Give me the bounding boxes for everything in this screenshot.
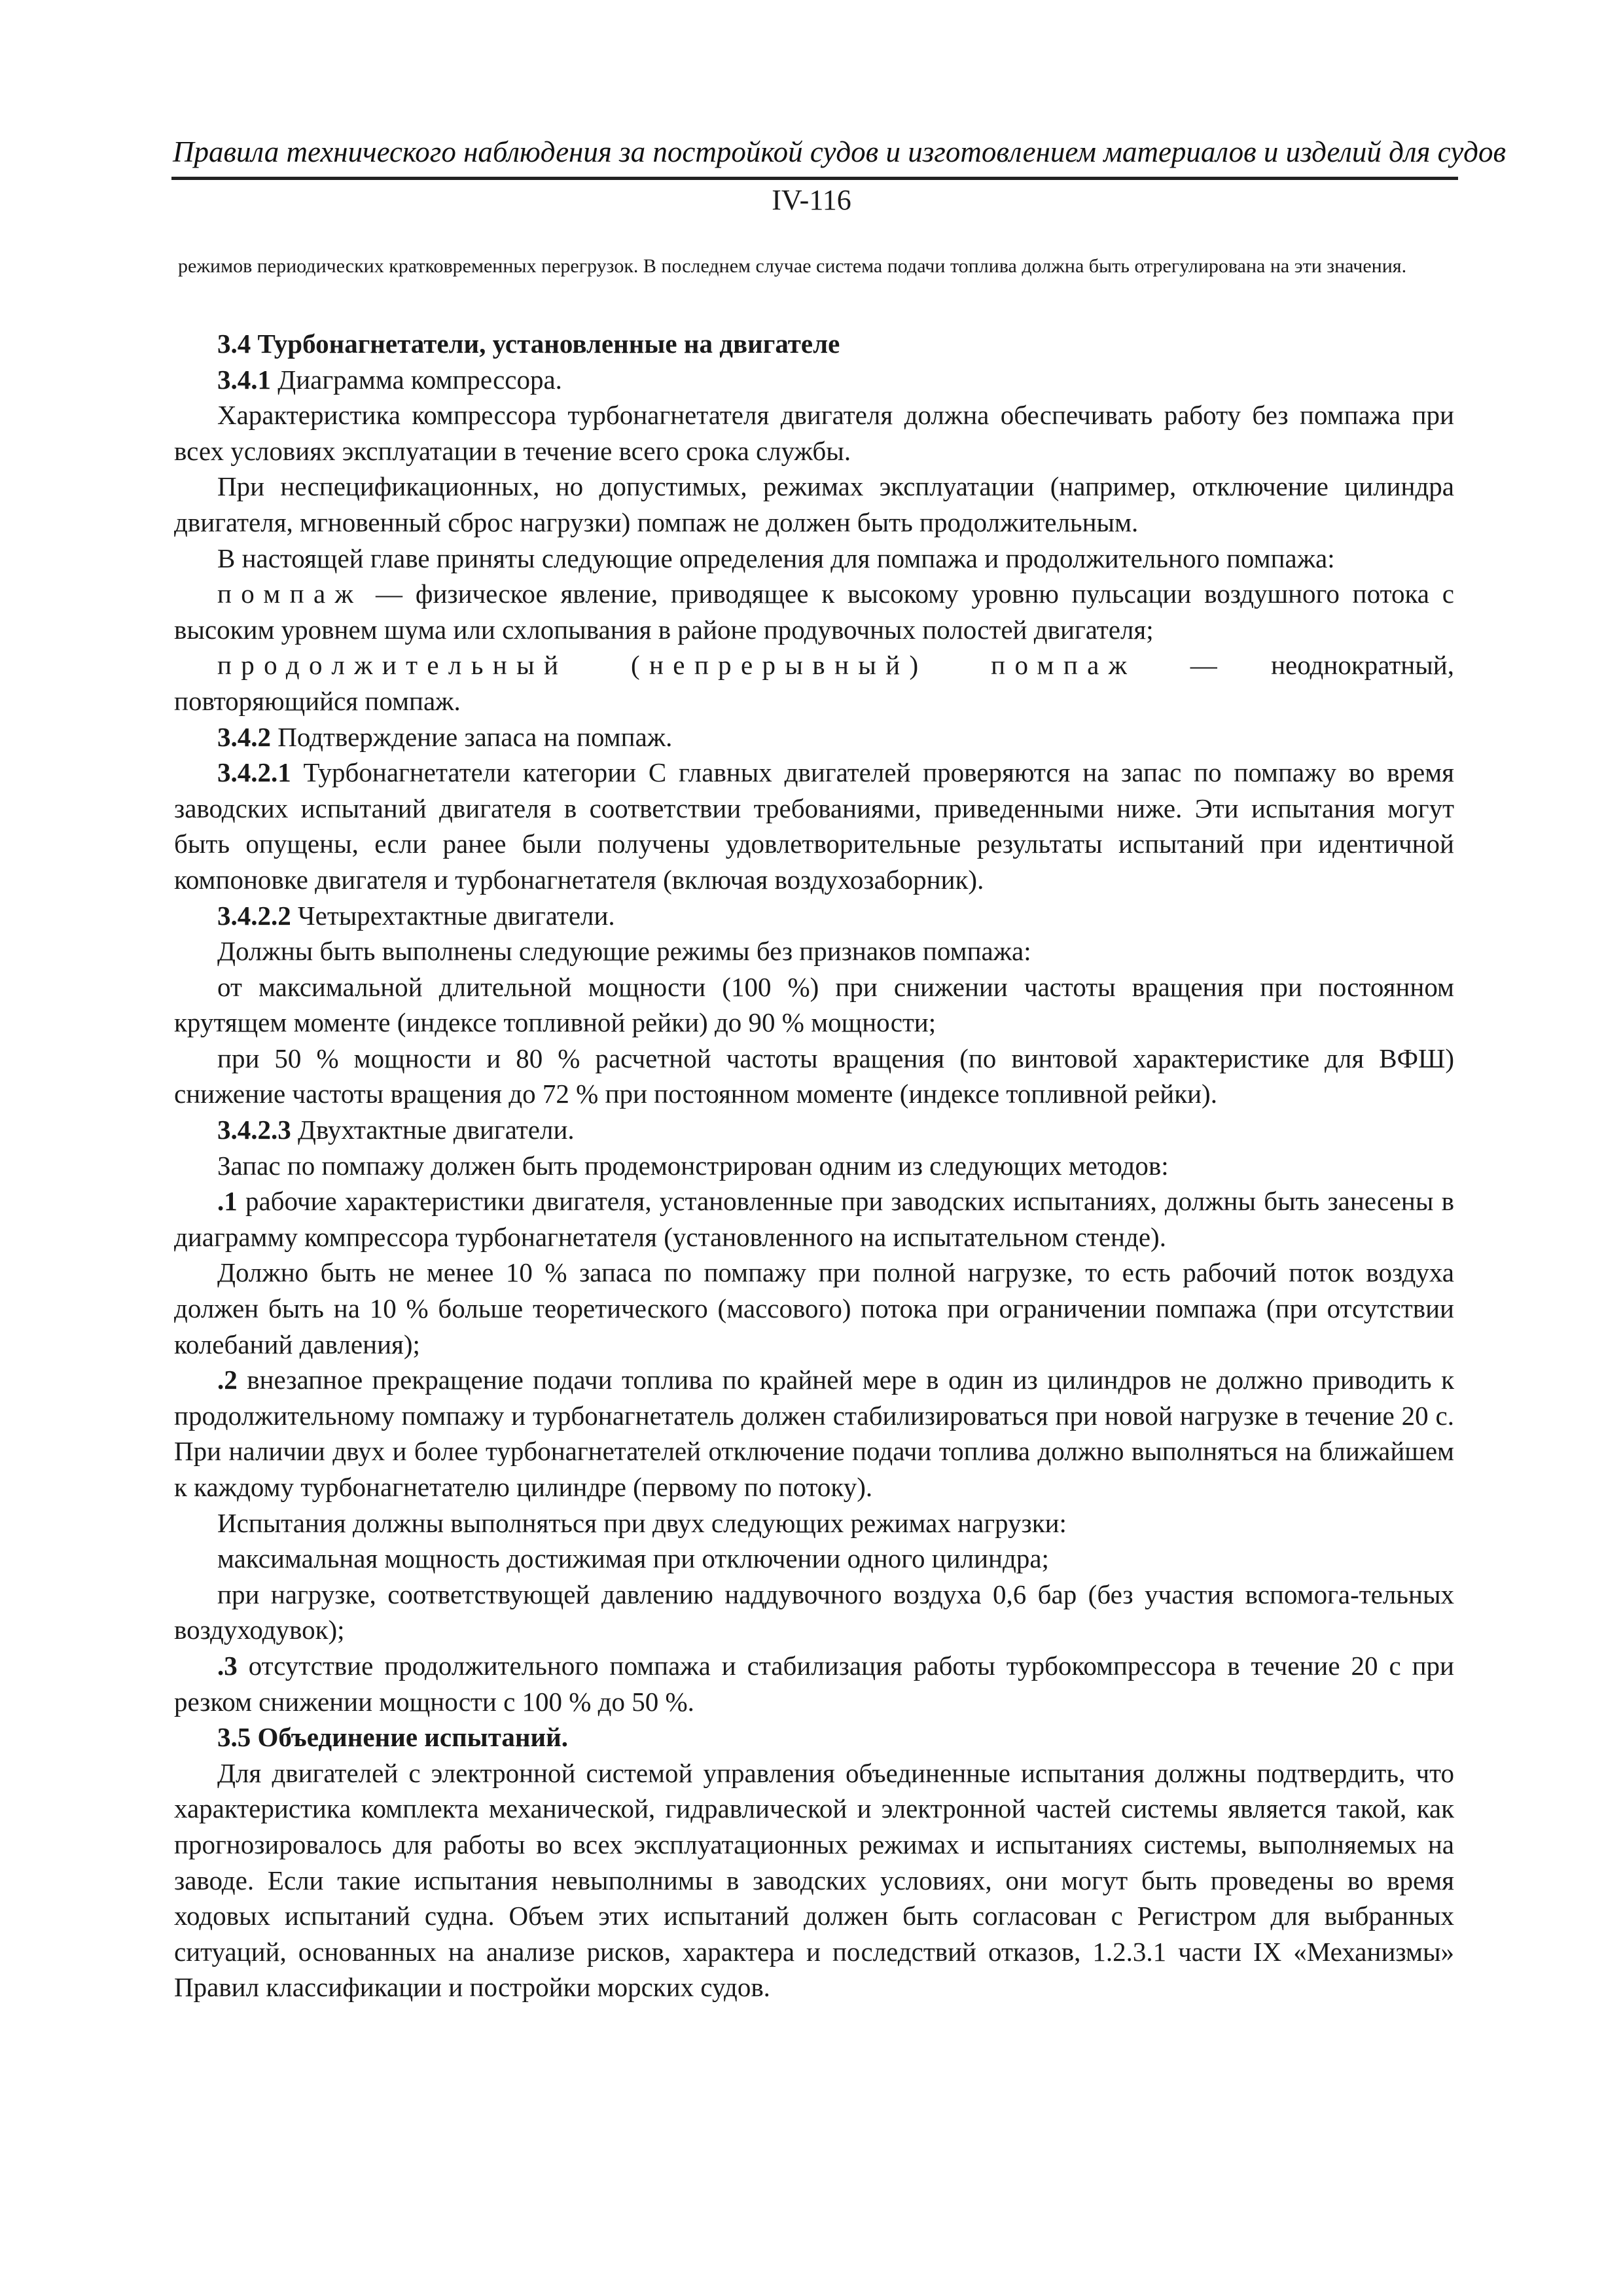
term-continuous-surge: продолжительный (непрерывный) помпаж bbox=[217, 650, 1137, 681]
body-text bbox=[174, 326, 1454, 2005]
term-surge: помпаж bbox=[217, 579, 363, 609]
paragraph-four-stroke-intro: Должны быть выполнены следующие режимы без признаков помпажа: bbox=[217, 936, 1031, 967]
list-item-number: .2 bbox=[217, 1365, 238, 1395]
section-3-5-heading: 3.5 Объединение испытаний. bbox=[217, 1722, 569, 1753]
clause-number: 3.4.2.3 bbox=[217, 1115, 291, 1145]
list-item-2 bbox=[174, 1362, 1454, 1505]
paragraph-test-modes-intro: Испытания должны выполняться при двух следующих режимах нагрузки: bbox=[217, 1507, 1067, 1538]
paragraph-3-4-2-2 bbox=[174, 898, 1454, 934]
clause-number: 3.4.2 bbox=[217, 721, 271, 752]
paragraph-3-4-2 bbox=[174, 719, 1454, 755]
clause-text: Подтверждение запаса на помпаж. bbox=[271, 721, 673, 752]
paragraph-test-mode-a: максимальная мощность достижимая при отключении одного цилиндра; bbox=[217, 1543, 1049, 1574]
definition-surge-text: — физическое явление, приводящее к высокому уровню пульсации воздушного потока с высоким уровнем шума или схлопывания в районе продувочных полостей двигателя; bbox=[174, 579, 1454, 645]
definition-continuous-surge-text: — неоднократный, повторяющийся помпаж. bbox=[174, 650, 1454, 716]
clause-text: Диаграмма компрессора. bbox=[271, 364, 562, 395]
header-rule bbox=[171, 177, 1458, 180]
paragraph-test-mode-b: при нагрузке, соответствующей давлению наддувочного воздуха 0,6 бар (без участия вспомога-тельных воздуходувок); bbox=[174, 1579, 1454, 1645]
clause-number: 3.4.2.1 bbox=[217, 757, 291, 788]
paragraph-3-4-2-3 bbox=[174, 1112, 1454, 1148]
list-item-number: .1 bbox=[217, 1186, 238, 1217]
paragraph-four-stroke-mode-b: при 50 % мощности и 80 % расчетной частоты вращения (по винтовой характеристике для ВФШ) снижение частоты вращения до 72 % при постоянном моменте (индексе топливной рейки). bbox=[174, 1043, 1454, 1109]
clause-number: 3.4.2.2 bbox=[217, 900, 291, 931]
paragraph-characteristic: Характеристика компрессора турбонагнетателя двигателя должна обеспечивать работу без помпажа при всех условиях эксплуатации в течение всего срока службы. bbox=[174, 400, 1454, 466]
section-3-5-title bbox=[174, 1719, 1454, 1755]
clause-text: Четырехтактные двигатели. bbox=[291, 900, 615, 931]
list-item-3 bbox=[174, 1648, 1454, 1719]
list-item-text: внезапное прекращение подачи топлива по крайней мере в один из цилиндров не должно приводить к продолжительному помпажу и турбонагнетатель должен стабилизироваться при новой нагрузке в течение 20 с. При наличии двух и более турбонагнетателей отключение подачи топлива должно выполняться на ближайшем к каждому турбонагнетателю цилиндре (первому по потоку). bbox=[174, 1365, 1454, 1502]
paragraph-nonspec-modes: При неспецификационных, но допустимых, режимах эксплуатации (например, отключение цилиндра двигателя, мгновенный сброс нагрузки) помпаж не должен быть продолжительным. bbox=[174, 471, 1454, 537]
list-item-text: рабочие характеристики двигателя, установленные при заводских испытаниях, должны быть занесены в диаграмму компрессора турбонагнетателя (установленного на испытательном стенде). bbox=[174, 1186, 1454, 1252]
intro-paragraph: режимов периодических кратковременных перегрузок. В последнем случае система подачи топлива должна быть отрегулирована на эти значения. bbox=[178, 255, 1407, 277]
paragraph-3-4-2-1 bbox=[174, 755, 1454, 897]
running-title: Правила технического наблюдения за постройкой судов и изготовлением материалов и изделий для судов bbox=[173, 135, 1506, 168]
paragraph-definitions-intro: В настоящей главе приняты следующие определения для помпажа и продолжительного помпажа: bbox=[217, 543, 1335, 573]
paragraph-3-4-1 bbox=[174, 362, 1454, 398]
paragraph-two-stroke-intro: Запас по помпажу должен быть продемонстрирован одним из следующих методов: bbox=[217, 1150, 1169, 1181]
list-item-text: отсутствие продолжительного помпажа и стабилизация работы турбокомпрессора в течение 20 с при резком снижении мощности с 100 % до 50 %. bbox=[174, 1650, 1454, 1717]
paragraph-3-5: Для двигателей с электронной системой управления объединенные испытания должны подтвердить, что характеристика комплекта механической, гидравлической и электронной частей системы является такой, как прогнозировалось для работы во всех эксплуатационных режимах и испытаниях системы, выполняемых на заводе. Если такие испытания невыполнимы в заводских условиях, они могут быть проведены во время ходовых испытаний судна. Объем этих испытаний должен быть согласован с Регистром для выбранных ситуаций, основанных на анализе рисков, характера и последствий отказов, 1.2.3.1 части IX «Механизмы» Правил классификации и постройки морских судов. bbox=[174, 1757, 1454, 2003]
clause-text: Турбонагнетатели категории С главных двигателей проверяются на запас по помпажу во время заводских испытаний двигателя в соответствии требованиями, приведенными ниже. Эти испытания могут быть опущены, если ранее были получены удовлетворительные результаты испытаний при идентичной компоновке двигателя и турбонагнетателя (включая воздухозаборник). bbox=[174, 757, 1454, 895]
clause-text: Двухтактные двигатели. bbox=[291, 1115, 575, 1145]
section-3-4-heading: 3.4 Турбонагнетатели, установленные на двигателе bbox=[217, 329, 840, 359]
definition-continuous-surge bbox=[174, 647, 1454, 719]
list-item-1-continuation: Должно быть не менее 10 % запаса по помпажу при полной нагрузке, то есть рабочий поток воздуха должен быть на 10 % больше теоретического (массового) потока при ограничении помпажа (при отсутствии колебаний давления); bbox=[174, 1257, 1454, 1359]
definition-surge bbox=[174, 576, 1454, 647]
section-3-4-title bbox=[174, 326, 1454, 362]
list-item-number: .3 bbox=[217, 1650, 238, 1681]
list-item-1 bbox=[174, 1183, 1454, 1255]
paragraph-four-stroke-mode-a: от максимальной длительной мощности (100 %) при снижении частоты вращения при постоянном крутящем моменте (индексе топливной рейки) до 90 % мощности; bbox=[174, 971, 1454, 1038]
clause-number: 3.4.1 bbox=[217, 364, 271, 395]
page-number: IV-116 bbox=[772, 184, 851, 216]
